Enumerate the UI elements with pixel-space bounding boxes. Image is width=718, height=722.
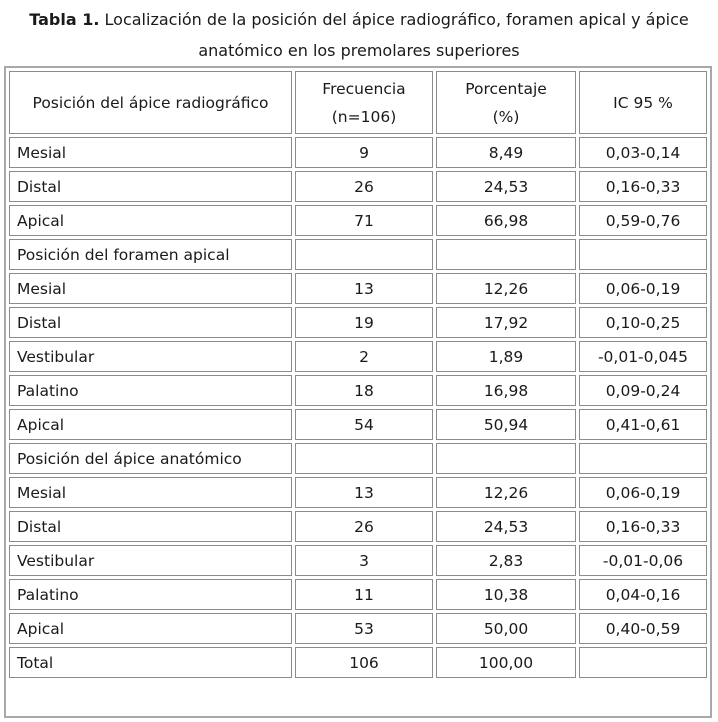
ci95-cell [579,443,707,474]
ci95-cell: 0,16-0,33 [579,171,707,202]
percentage-cell [436,443,576,474]
percentage-cell: 2,83 [436,545,576,576]
caption-label: Tabla 1. [29,10,100,29]
table-row [9,375,707,406]
position-cell: Distal [9,307,292,338]
position-cell: Apical [9,613,292,644]
ci95-cell: 0,09-0,24 [579,375,707,406]
header-percentage [436,71,576,134]
caption-text-line1: Localización de la posición del ápice radiográfico, foramen apical y ápice [104,10,689,29]
percentage-cell: 50,94 [436,409,576,440]
table-header-row [9,71,707,134]
position-cell: Vestibular [9,341,292,372]
table-row [9,545,707,576]
caption-text-line2: anatómico en los premolares superiores [198,41,520,60]
percentage-cell: 66,98 [436,205,576,236]
position-cell: Apical [9,205,292,236]
position-cell: Distal [9,171,292,202]
header-percentage-unit: (%) [492,107,520,126]
position-cell: Palatino [9,579,292,610]
position-cell: Palatino [9,375,292,406]
frequency-cell [295,443,433,474]
table-row [9,171,707,202]
percentage-cell [436,239,576,270]
frequency-cell: 19 [295,307,433,338]
ci95-cell: 0,03-0,14 [579,137,707,168]
header-ci95 [579,71,707,134]
ci95-cell: 0,10-0,25 [579,307,707,338]
header-frequency-n: (n=106) [331,107,397,126]
ci95-cell: 0,41-0,61 [579,409,707,440]
percentage-cell: 1,89 [436,341,576,372]
table-row [9,307,707,338]
ci95-cell: 0,06-0,19 [579,273,707,304]
table-row [9,239,707,270]
table-row [9,205,707,236]
position-cell: Posición del ápice anatómico [9,443,292,474]
table-row [9,443,707,474]
ci95-cell: -0,01-0,045 [579,341,707,372]
position-cell: Posición del foramen apical [9,239,292,270]
percentage-cell: 17,92 [436,307,576,338]
frequency-cell: 26 [295,171,433,202]
percentage-cell: 12,26 [436,273,576,304]
percentage-cell: 8,49 [436,137,576,168]
header-frequency [295,71,433,134]
data-table [6,68,710,681]
table-row [9,613,707,644]
position-cell: Vestibular [9,545,292,576]
percentage-cell: 16,98 [436,375,576,406]
ci95-cell: 0,40-0,59 [579,613,707,644]
position-cell: Distal [9,511,292,542]
table-row [9,341,707,372]
header-position-label: Posición del ápice radiográfico [32,93,269,112]
frequency-cell: 53 [295,613,433,644]
position-cell: Total [9,647,292,678]
frequency-cell: 11 [295,579,433,610]
percentage-cell: 24,53 [436,511,576,542]
position-cell: Mesial [9,477,292,508]
percentage-cell: 12,26 [436,477,576,508]
header-frequency-label: Frecuencia [322,79,406,98]
table-row [9,409,707,440]
table-row [9,477,707,508]
percentage-cell: 100,00 [436,647,576,678]
ci95-cell: 0,16-0,33 [579,511,707,542]
header-position [9,71,292,134]
ci95-cell: 0,04-0,16 [579,579,707,610]
percentage-cell: 24,53 [436,171,576,202]
ci95-cell [579,239,707,270]
percentage-cell: 10,38 [436,579,576,610]
header-ci95-label: IC 95 % [613,93,673,112]
ci95-cell: 0,59-0,76 [579,205,707,236]
ci95-cell: 0,06-0,19 [579,477,707,508]
frequency-cell: 3 [295,545,433,576]
frequency-cell: 106 [295,647,433,678]
table-row [9,579,707,610]
frequency-cell: 2 [295,341,433,372]
table-row [9,647,707,678]
table-caption [0,4,718,66]
frequency-cell: 13 [295,477,433,508]
frequency-cell: 54 [295,409,433,440]
table-body [9,137,707,678]
frequency-cell: 13 [295,273,433,304]
frequency-cell: 18 [295,375,433,406]
data-table-container [4,66,712,718]
frequency-cell: 9 [295,137,433,168]
ci95-cell [579,647,707,678]
header-percentage-label: Porcentaje [465,79,547,98]
frequency-cell: 26 [295,511,433,542]
position-cell: Mesial [9,273,292,304]
table-row [9,273,707,304]
position-cell: Apical [9,409,292,440]
position-cell: Mesial [9,137,292,168]
table-row [9,511,707,542]
ci95-cell: -0,01-0,06 [579,545,707,576]
frequency-cell: 71 [295,205,433,236]
percentage-cell: 50,00 [436,613,576,644]
frequency-cell [295,239,433,270]
table-row [9,137,707,168]
